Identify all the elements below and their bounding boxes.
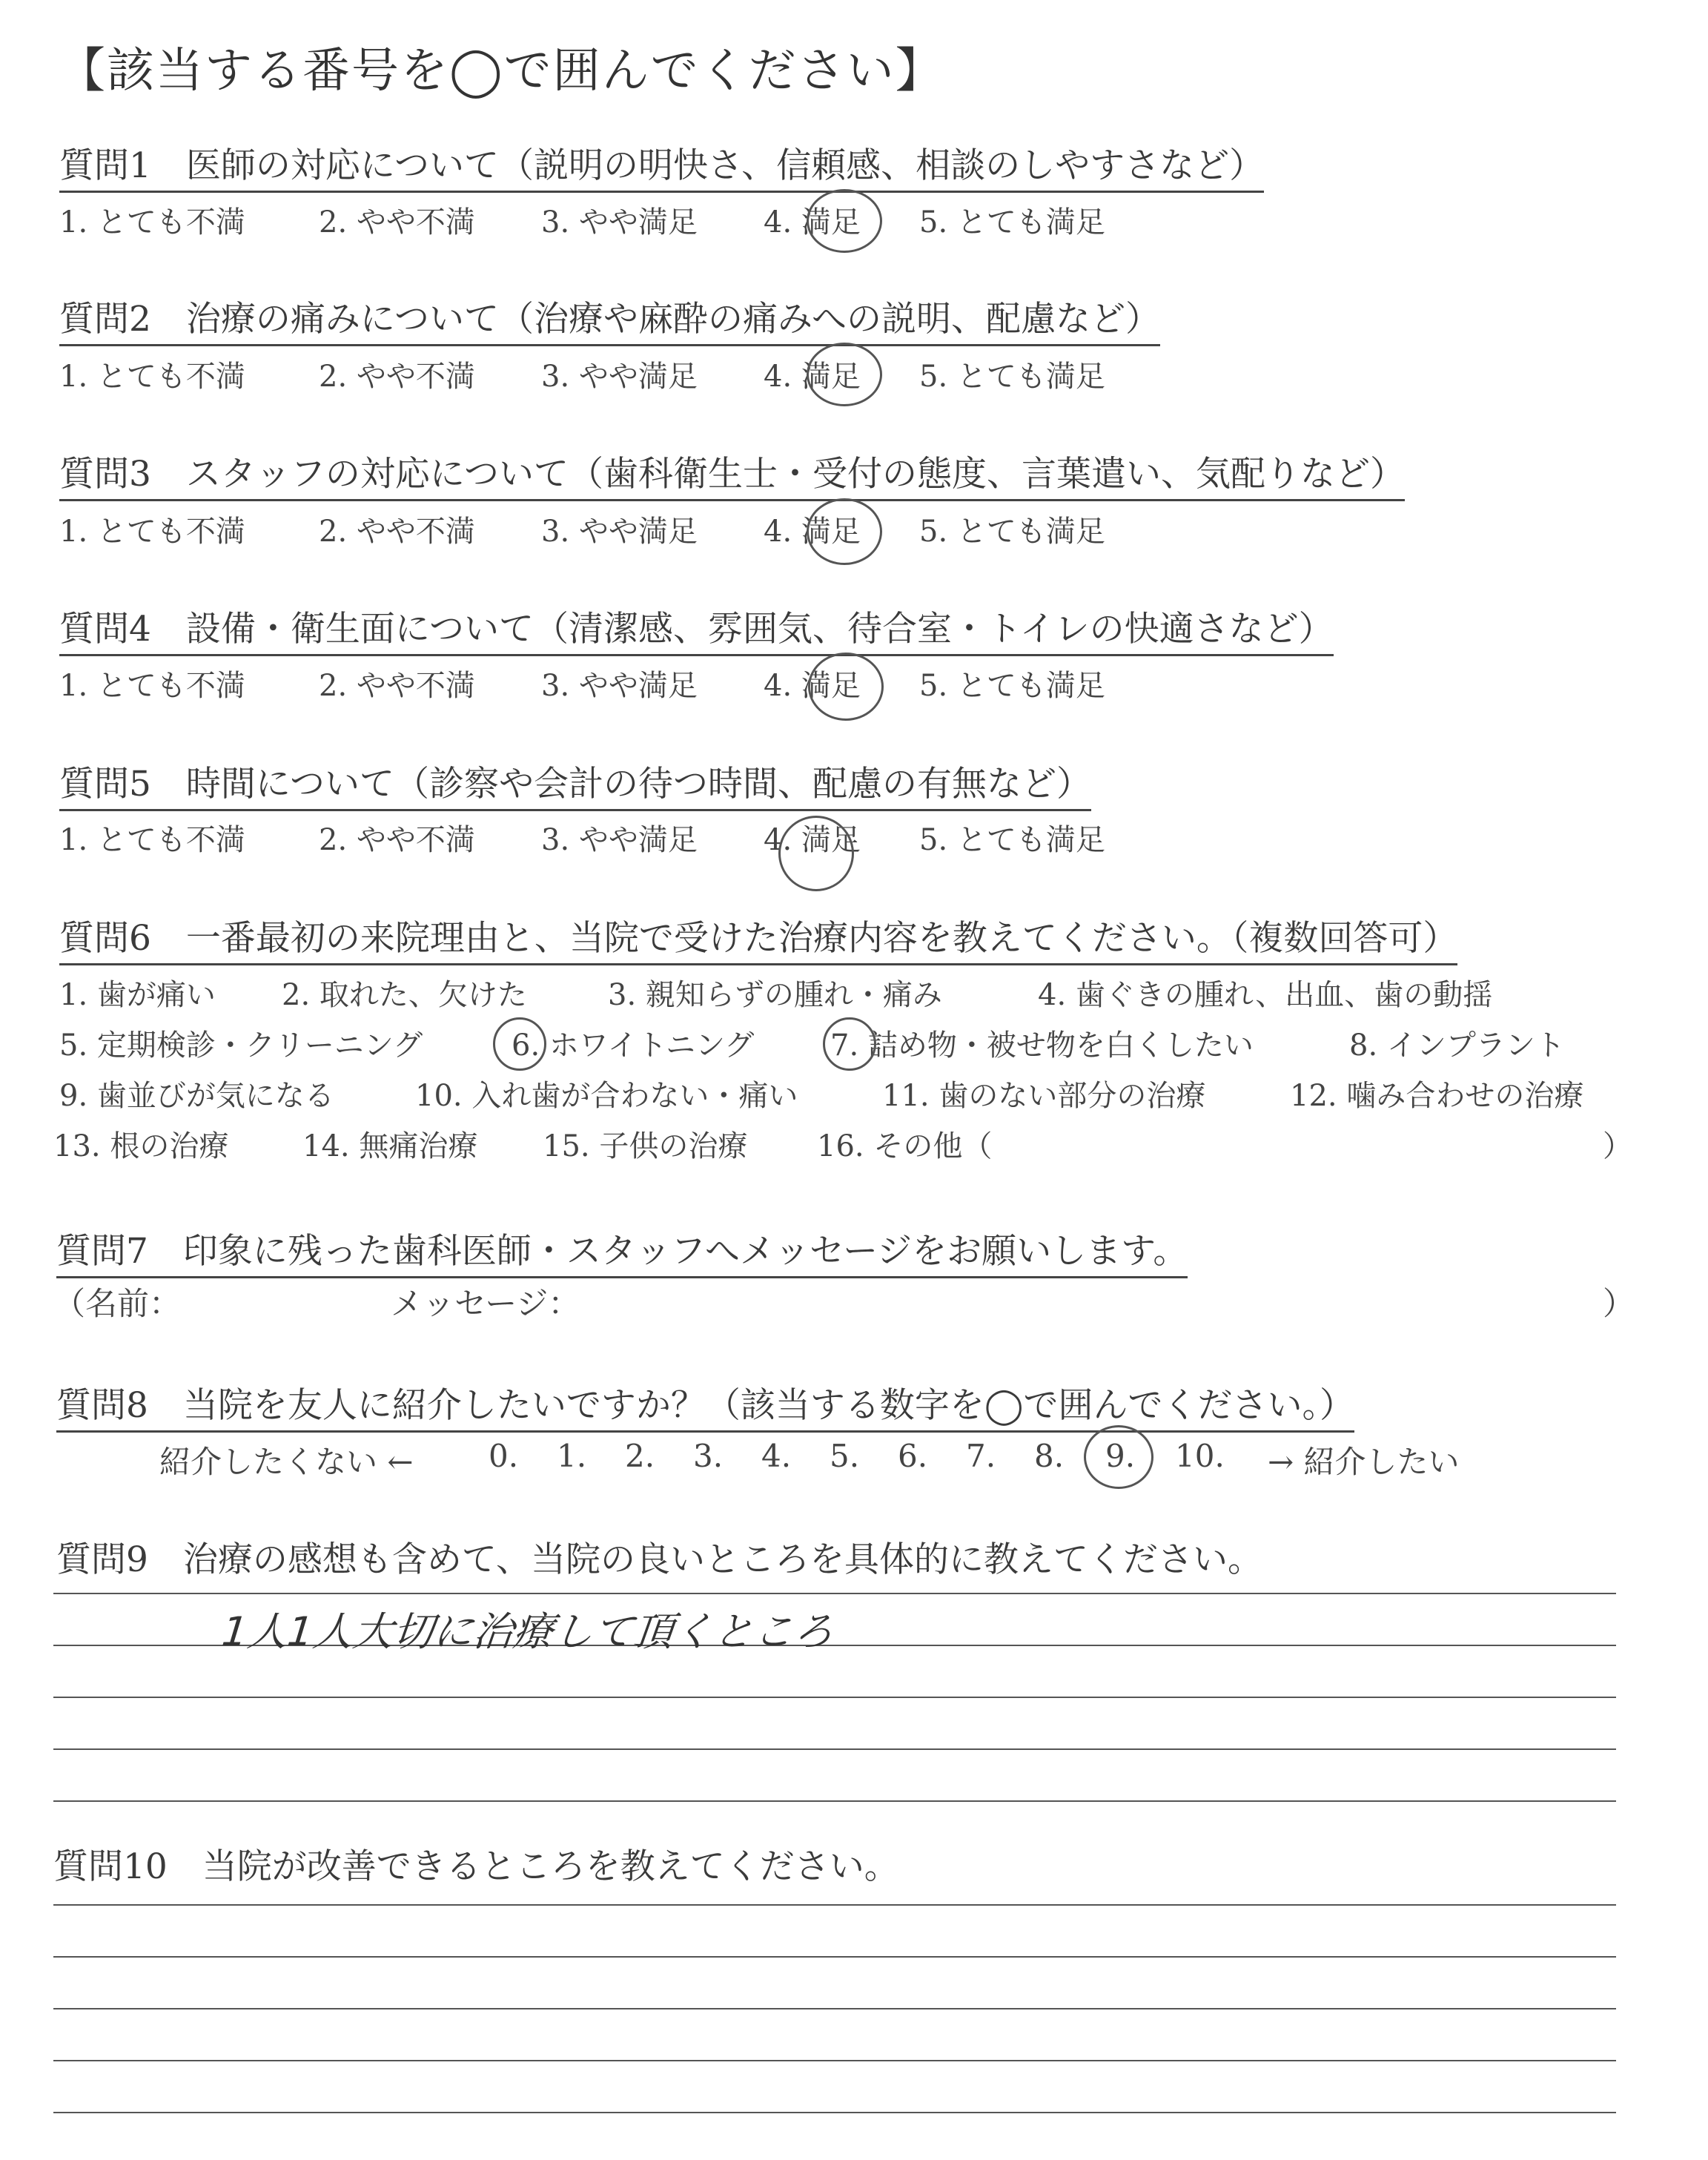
- q6-selected-circle-6: [493, 1017, 546, 1071]
- q4-selected-circle: [808, 653, 884, 721]
- q6-option-15[interactable]: 15. 子供の治療: [543, 1129, 748, 1163]
- q4-option-2[interactable]: 2. やや不満: [319, 669, 475, 703]
- q9-answer-line-4: [53, 1748, 1616, 1750]
- q10-answer-line-1[interactable]: [53, 1904, 1616, 1906]
- q6-option-4[interactable]: 4. 歯ぐきの腫れ、出血、歯の動揺: [1038, 978, 1493, 1012]
- q6-option-11[interactable]: 11. 歯のない部分の治療: [882, 1079, 1206, 1113]
- q7-message-label[interactable]: メッセージ：: [391, 1286, 580, 1323]
- q6-option-8[interactable]: 8. インプラント: [1349, 1028, 1565, 1063]
- question-9-title: 質問9 治療の感想も含めて、当院の良いところを具体的に教えてください。: [56, 1539, 1262, 1580]
- q6-other-close: ）: [1603, 1129, 1632, 1163]
- q1-selected-circle: [807, 189, 882, 253]
- question-1-title: 質問1 医師の対応について（説明の明快さ、信頼感、相談のしやすさなど）: [59, 138, 1264, 193]
- question-7-title: 質問7 印象に残った歯科医師・スタッフへメッセージをお願いします。: [56, 1223, 1188, 1278]
- q8-score-0[interactable]: 0.: [489, 1438, 519, 1474]
- question-3-options: [59, 508, 1245, 549]
- q4-option-5[interactable]: 5. とても満足: [919, 669, 1105, 703]
- q8-left-label: 紹介したくない ←: [159, 1444, 414, 1480]
- q1-option-2[interactable]: 2. やや不満: [319, 205, 475, 240]
- question-2-title: 質問2 治療の痛みについて（治療や麻酔の痛みへの説明、配慮など）: [59, 291, 1160, 346]
- q5-option-1[interactable]: 1. とても不満: [59, 823, 245, 857]
- q8-score-10[interactable]: 10.: [1175, 1438, 1225, 1474]
- q5-option-3[interactable]: 3. やや満足: [541, 823, 698, 857]
- q8-score-1[interactable]: 1.: [557, 1438, 587, 1474]
- q8-score-6[interactable]: 6.: [898, 1438, 928, 1474]
- q3-option-4[interactable]: 4. 満足: [764, 515, 861, 549]
- q10-answer-line-3[interactable]: [53, 2008, 1616, 2009]
- question-5-options: [59, 816, 1245, 855]
- q6-row-1: [59, 971, 1631, 1010]
- q1-option-3[interactable]: 3. やや満足: [541, 205, 698, 240]
- q9-handwritten-answer[interactable]: 1人1人大切に治療して頂くところ: [219, 1608, 836, 1655]
- q8-score-4[interactable]: 4.: [761, 1438, 792, 1474]
- q6-option-7[interactable]: 7. 詰め物・被せ物を白くしたい: [830, 1028, 1254, 1063]
- q3-option-1[interactable]: 1. とても不満: [59, 515, 245, 549]
- q6-row-4: [53, 1123, 1632, 1161]
- q6-option-3[interactable]: 3. 親知らずの腫れ・痛み: [608, 978, 942, 1012]
- q10-answer-line-4[interactable]: [53, 2060, 1616, 2061]
- q6-row-3: [59, 1072, 1631, 1111]
- q1-option-4[interactable]: 4. 満足: [764, 205, 861, 240]
- question-4-title: 質問4 設備・衛生面について（清潔感、雰囲気、待合室・トイレの快適さなど）: [59, 601, 1334, 656]
- q2-option-2[interactable]: 2. やや不満: [319, 360, 475, 394]
- q1-option-1[interactable]: 1. とても不満: [59, 205, 245, 240]
- q9-answer-line-1: [53, 1593, 1616, 1594]
- q7-name-label[interactable]: （名前：: [53, 1286, 181, 1323]
- q5-selected-circle: [778, 816, 854, 891]
- q8-scale: [159, 1438, 1494, 1479]
- q4-option-4[interactable]: 4. 満足: [764, 669, 861, 703]
- q8-selected-circle: [1084, 1425, 1153, 1489]
- q3-option-3[interactable]: 3. やや満足: [541, 515, 698, 549]
- question-2-options: [59, 353, 1245, 392]
- q2-option-3[interactable]: 3. やや満足: [541, 360, 698, 394]
- q8-score-5[interactable]: 5.: [830, 1438, 860, 1474]
- q3-selected-circle: [807, 498, 882, 565]
- q8-score-8[interactable]: 8.: [1034, 1438, 1065, 1474]
- question-3-title: 質問3 スタッフの対応について（歯科衛生士・受付の態度、言葉遣い、気配りなど）: [59, 446, 1405, 501]
- q5-option-4[interactable]: 4. 満足: [764, 823, 861, 857]
- q7-fields: [53, 1279, 1635, 1323]
- q4-option-1[interactable]: 1. とても不満: [59, 669, 245, 703]
- q2-option-4[interactable]: 4. 満足: [764, 360, 861, 394]
- q1-option-5[interactable]: 5. とても満足: [919, 205, 1105, 240]
- form-header: 【該当する番号を◯で囲んでください】: [58, 44, 944, 99]
- question-4-options: [59, 662, 1245, 701]
- q6-option-9[interactable]: 9. 歯並びが気になる: [59, 1079, 334, 1113]
- q5-option-2[interactable]: 2. やや不満: [319, 823, 475, 857]
- q3-option-2[interactable]: 2. やや不満: [319, 515, 475, 549]
- q6-option-10[interactable]: 10. 入れ歯が合わない・痛い: [415, 1079, 798, 1113]
- q6-option-16[interactable]: 16. その他（: [817, 1129, 993, 1163]
- q8-right-label: → 紹介したい: [1268, 1444, 1460, 1480]
- q3-option-5[interactable]: 5. とても満足: [919, 515, 1105, 549]
- question-6-title: 質問6 一番最初の来院理由と、当院で受けた治療内容を教えてください。（複数回答可）: [59, 911, 1457, 965]
- q6-option-6[interactable]: 6. ホワイトニング: [512, 1028, 755, 1063]
- q6-option-2[interactable]: 2. 取れた、欠けた: [282, 978, 527, 1012]
- question-1-options: [59, 199, 1245, 240]
- q8-score-9[interactable]: 9.: [1105, 1438, 1136, 1474]
- q2-option-1[interactable]: 1. とても不満: [59, 360, 245, 394]
- q10-answer-line-5[interactable]: [53, 2112, 1616, 2113]
- q5-option-5[interactable]: 5. とても満足: [919, 823, 1105, 857]
- q6-option-5[interactable]: 5. 定期検診・クリーニング: [59, 1028, 423, 1063]
- q8-score-2[interactable]: 2.: [625, 1438, 655, 1474]
- q9-answer-line-5: [53, 1800, 1616, 1802]
- question-10-title: 質問10 当院が改善できるところを教えてください。: [53, 1846, 899, 1887]
- q7-close: ）: [1603, 1286, 1635, 1323]
- q10-answer-line-2[interactable]: [53, 1956, 1616, 1958]
- q2-option-5[interactable]: 5. とても満足: [919, 360, 1105, 394]
- q4-option-3[interactable]: 3. やや満足: [541, 669, 698, 703]
- question-5-title: 質問5 時間について（診察や会計の待つ時間、配慮の有無など）: [59, 756, 1091, 811]
- q9-answer-line-3: [53, 1697, 1616, 1698]
- q6-option-12[interactable]: 12. 噛み合わせの治療: [1290, 1079, 1584, 1113]
- q6-selected-circle-7: [823, 1017, 876, 1071]
- q2-selected-circle: [807, 343, 882, 406]
- q8-score-7[interactable]: 7.: [966, 1438, 996, 1474]
- question-8-title: 質問8 当院を友人に紹介したいですか？（該当する数字を◯で囲んでください。）: [56, 1378, 1354, 1433]
- q6-option-14[interactable]: 14. 無痛治療: [302, 1129, 478, 1163]
- q8-score-3[interactable]: 3.: [693, 1438, 724, 1474]
- q6-option-1[interactable]: 1. 歯が痛い: [59, 978, 216, 1012]
- q6-option-13[interactable]: 13. 根の治療: [53, 1129, 229, 1163]
